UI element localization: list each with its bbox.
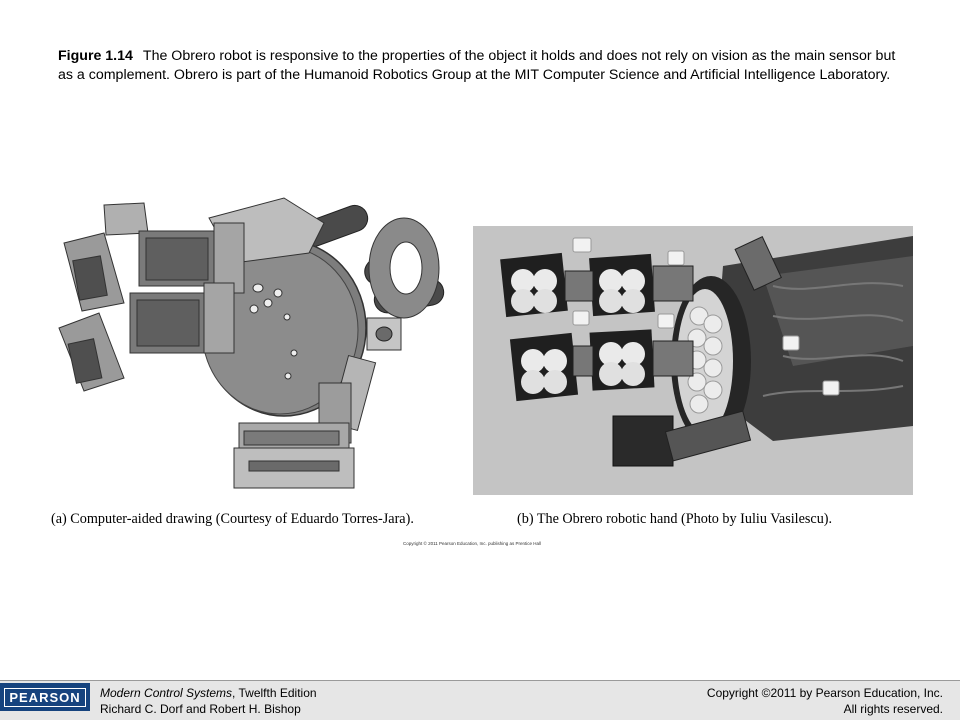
cad-drawing-image — [44, 193, 464, 498]
footer-divider — [0, 680, 960, 681]
subcaption-a: (a) Computer-aided drawing (Courtesy of Eduardo Torres-Jara). — [51, 511, 414, 527]
cad-robot-hand-illustration — [44, 193, 464, 498]
figure-label: Figure 1.14 — [58, 48, 133, 64]
image-copyright-note: Copyright © 2011 Pearson Education, Inc. publishing as Prentice Hall — [403, 541, 542, 546]
copyright-line: Copyright ©2011 by Pearson Education, Inc. — [706, 686, 943, 700]
obrero-hand-photo — [473, 226, 913, 495]
figure-caption-text: The Obrero robot is responsive to the properties of the object it holds and does not rely on vision as the main sensor but as a complement. Obrero is part of the Humanoid Robotics Group at the MIT Computer Science and Artificial Intelligence Laboratory. — [58, 48, 896, 83]
book-title: Modern Control Systems — [100, 686, 233, 700]
obrero-hand-photo-illustration — [473, 226, 913, 495]
pearson-logo — [0, 683, 90, 711]
pearson-logo-text: PEARSON — [4, 688, 85, 707]
footer-copyright — [707, 685, 943, 717]
rights-line: All rights reserved. — [843, 702, 943, 716]
footer-book-info — [100, 685, 317, 717]
subcaption-b: (b) The Obrero robotic hand (Photo by Iuliu Vasilescu). — [517, 511, 833, 527]
book-edition: , Twelfth Edition — [232, 686, 317, 700]
book-authors: Richard C. Dorf and Robert H. Bishop — [100, 702, 301, 716]
figure-caption — [58, 47, 898, 85]
